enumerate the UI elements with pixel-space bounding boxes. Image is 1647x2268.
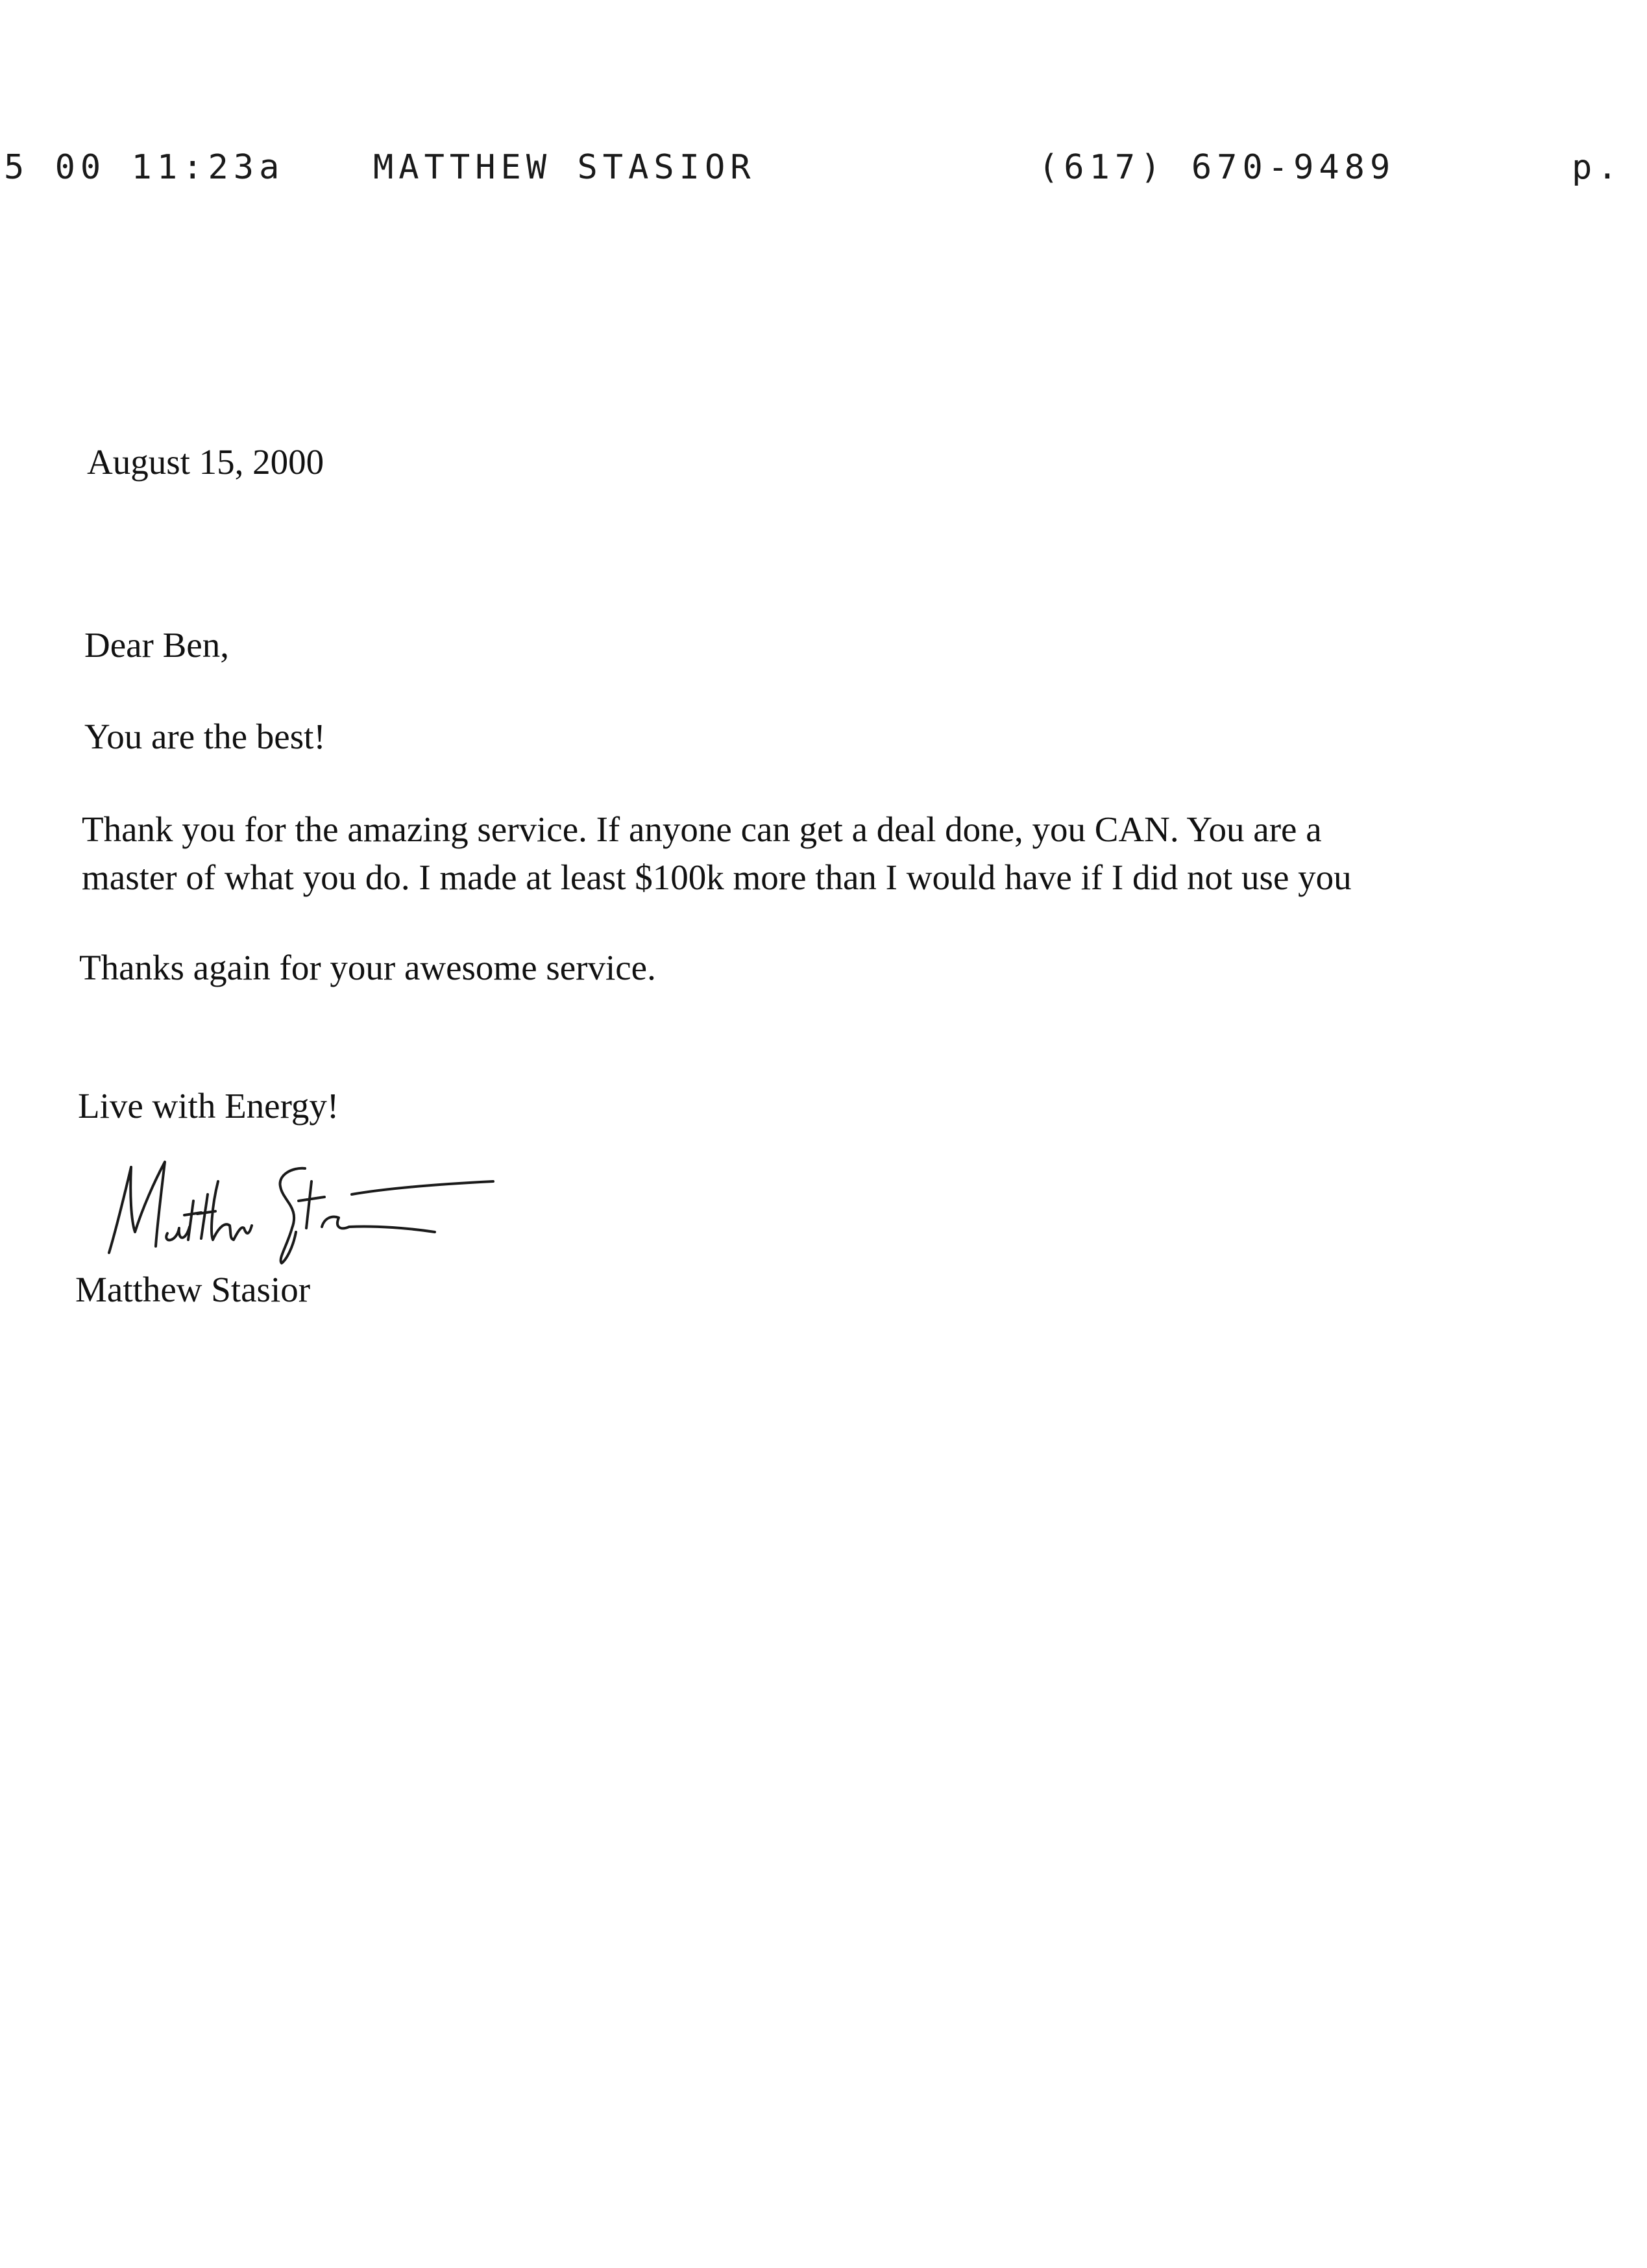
fax-page-number: p. xyxy=(1572,148,1623,187)
letter-salutation: Dear Ben, xyxy=(84,625,229,665)
fax-sender: MATTHEW STASIOR xyxy=(373,148,756,187)
fax-header xyxy=(0,148,1647,193)
signature-stroke xyxy=(280,1168,305,1263)
signature-stroke xyxy=(299,1181,435,1232)
letter-thanks: Thanks again for your awesome service. xyxy=(79,948,656,987)
letter-signer-name: Matthew Stasior xyxy=(75,1270,311,1309)
handwritten-signature xyxy=(97,1155,500,1266)
letter-body-line: master of what you do. I made at least $100k more than I would have if I did not use you xyxy=(82,857,1352,897)
signature-stroke xyxy=(109,1162,165,1253)
letter-body-line: Thank you for the amazing service. If anyone can get a deal done, you CAN. You are a xyxy=(82,809,1322,849)
fax-datetime: 5 00 11:23a xyxy=(4,148,285,187)
letter-opening: You are the best! xyxy=(84,717,326,756)
letter-closing: Live with Energy! xyxy=(78,1086,339,1126)
signature-stroke xyxy=(166,1181,252,1240)
letter-date: August 15, 2000 xyxy=(87,442,324,482)
signature-stroke xyxy=(352,1181,493,1194)
fax-phone: (617) 670-9489 xyxy=(1038,148,1396,187)
